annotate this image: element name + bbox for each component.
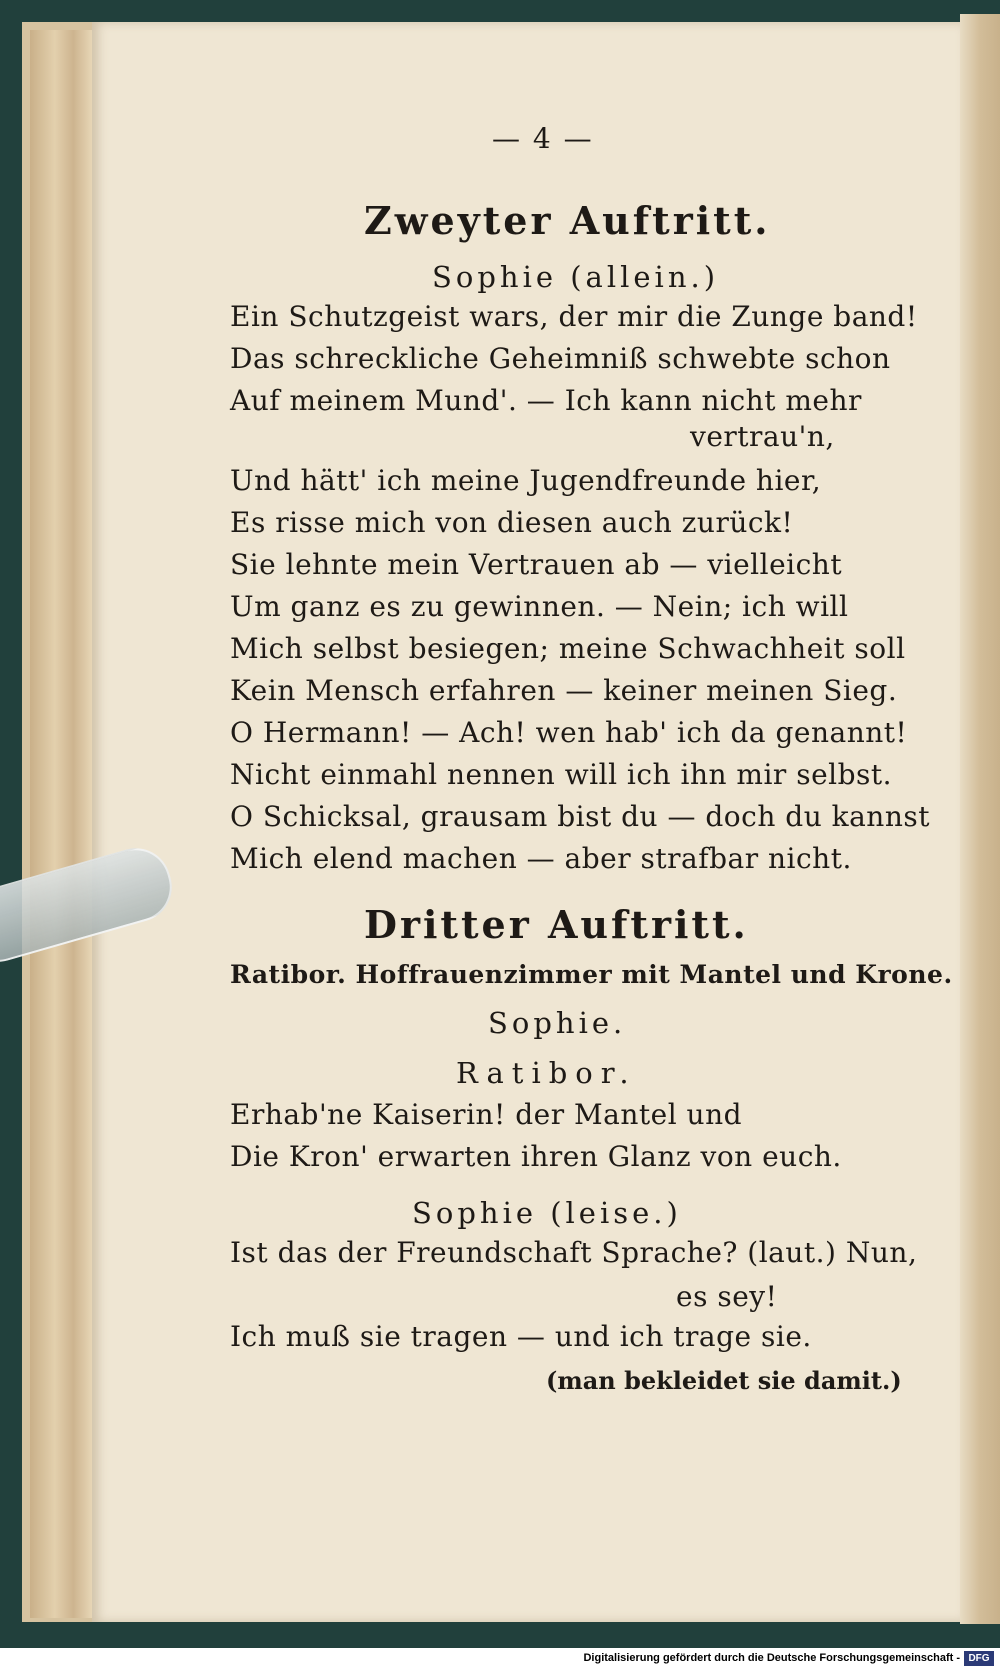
verse-line: Sie lehnte mein Vertrauen ab — vielleicht xyxy=(230,548,843,581)
cast-list: Ratibor. Hoffrauenzimmer mit Mantel und Krone. xyxy=(230,960,953,989)
verse-line: Ein Schutzgeist wars, der mir die Zunge band! xyxy=(230,300,918,333)
verse-line: Kein Mensch erfahren — keiner meinen Sieg. xyxy=(230,674,898,707)
verse-line-continuation: vertrau'n, xyxy=(690,420,835,453)
verse-line: Die Kron' erwarten ihren Glanz von euch. xyxy=(230,1140,842,1173)
verse-line: Erhab'ne Kaiserin! der Mantel und xyxy=(230,1098,743,1131)
verse-line: Es risse mich von diesen auch zurück! xyxy=(230,506,794,539)
stage-direction: (man bekleidet sie damit.) xyxy=(546,1366,902,1395)
cast-list-sophie: Sophie. xyxy=(488,1006,627,1040)
verse-line: Nicht einmahl nennen will ich ihn mir selbst. xyxy=(230,758,893,791)
digitization-credit: Digitalisierung gefördert durch die Deutsche Forschungsgemeinschaft - xyxy=(583,1652,960,1664)
verse-line: Ist das der Freundschaft Sprache? (laut.) Nun, xyxy=(230,1236,918,1269)
verse-line: Mich selbst besiegen; meine Schwachheit soll xyxy=(230,632,906,665)
verse-line: Auf meinem Mund'. — Ich kann nicht mehr xyxy=(230,384,862,417)
verse-line: Um ganz es zu gewinnen. — Nein; ich will xyxy=(230,590,849,623)
verse-line: O Schicksal, grausam bist du — doch du kannst xyxy=(230,800,930,833)
verse-line: O Hermann! — Ach! wen hab' ich da genannt! xyxy=(230,716,908,749)
verse-line: Ich muß sie tragen — und ich trage sie. xyxy=(230,1320,812,1353)
speaker-ratibor: Ratibor. xyxy=(456,1056,637,1090)
verse-line-continuation: es sey! xyxy=(676,1280,778,1313)
scene-heading-2: Zweyter Auftritt. xyxy=(364,198,771,243)
verse-line: Und hätt' ich meine Jugendfreunde hier, xyxy=(230,464,822,497)
page-number: — 4 — xyxy=(492,122,594,155)
verse-line: Das schreckliche Geheimniß schwebte schon xyxy=(230,342,891,375)
speaker-sophie-leise: Sophie (leise.) xyxy=(412,1196,682,1230)
verse-line: Mich elend machen — aber strafbar nicht. xyxy=(230,842,852,875)
speaker-sophie: Sophie (allein.) xyxy=(432,260,720,294)
scene-heading-3: Dritter Auftritt. xyxy=(364,902,749,947)
dfg-logo: DFG xyxy=(964,1651,994,1666)
